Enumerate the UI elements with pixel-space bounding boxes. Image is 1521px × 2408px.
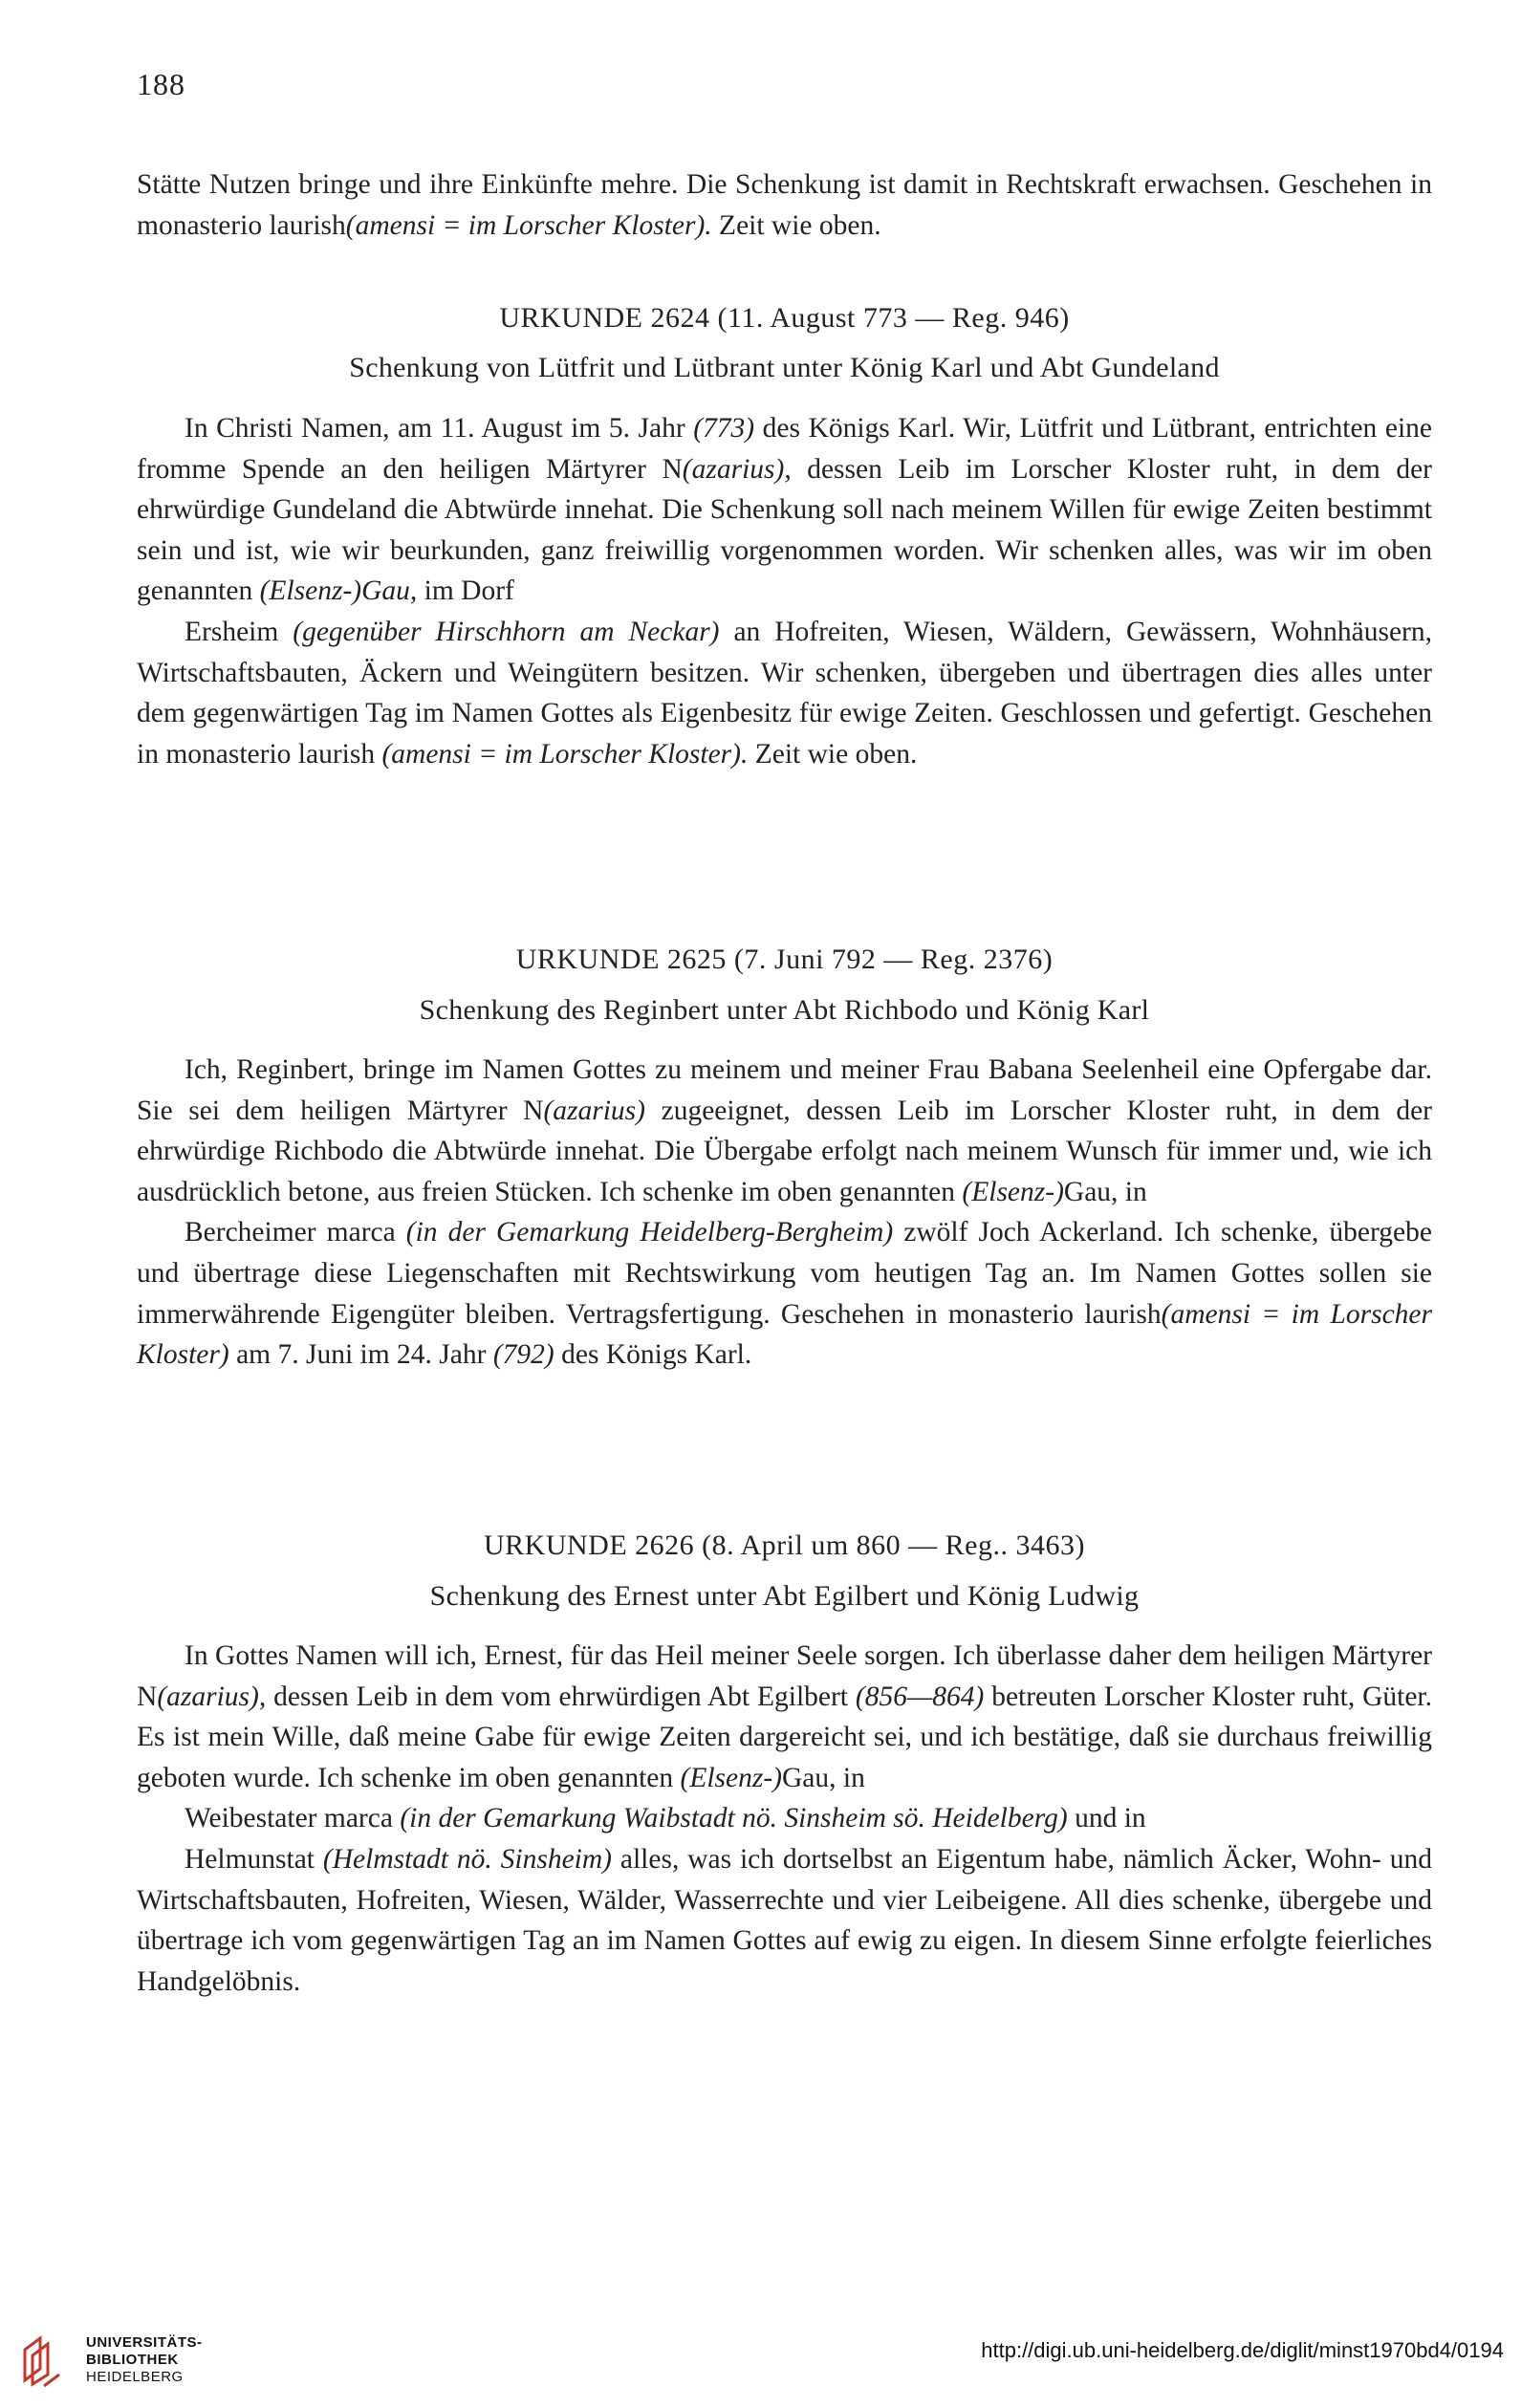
page-number: 188 <box>137 67 185 101</box>
ub-heidelberg-logo-icon <box>15 2332 73 2390</box>
urkunde-2624-body <box>137 408 1432 774</box>
urkunde-2624-paragraph-2: Ersheim (gegenüber Hirschhorn am Neckar) an Hofreiten, Wiesen, Wäldern, Gewässern, Wohnhäusern, Wirtschaftsbauten, Äckern und Weingütern besitzen. Wir schenken, übergeben und übertragen dies alles unter dem gegenwärtigen Tag im Namen Gottes als Eigenbesitz für ewige Zeiten. Geschlossen und gefertigt. Geschehen in monasterio laurish (amensi = im Lorscher Kloster). Zeit wie oben. <box>137 616 1432 770</box>
library-name: UNIVERSITÄTS- BIBLIOTHEK HEIDELBERG <box>86 2334 203 2385</box>
urkunde-2625-title: Schenkung des Reginbert unter Abt Richbodo und König Karl <box>419 994 1150 1026</box>
urkunde-2625-paragraph-2: Bercheimer marca (in der Gemarkung Heidelberg-Bergheim) zwölf Joch Ackerland. Ich schenke, übergebe und übertrage diese Liegenschaften mit Rechtswirkung vom heutigen Tag an. Im Namen Gottes sollen sie immerwährende Eigengüter bleiben. Vertragsfertigung. Geschehen in monasterio laurish(amensi = im Lorscher Kloster) am 7. Juni im 24. Jahr (792) des Königs Karl. <box>137 1217 1432 1371</box>
urkunde-2625-heading: URKUNDE 2625 (7. Juni 792 — Reg. 2376) <box>515 944 1054 975</box>
urkunde-2626-heading: URKUNDE 2626 (8. April um 860 — Reg.. 3463) <box>484 1529 1085 1561</box>
intro-paragraph: Stätte Nutzen bringe und ihre Einkünfte mehre. Die Schenkung ist damit in Rechtskraft erwachsen. Geschehen in monasterio laurish(amensi = im Lorscher Kloster). Zeit wie oben. <box>137 169 1432 241</box>
source-url-link[interactable]: http://digi.ub.uni-heidelberg.de/diglit/minst1970bd4/0194 <box>981 2338 1504 2362</box>
urkunde-2624-heading: URKUNDE 2624 (11. August 773 — Reg. 946) <box>499 302 1070 334</box>
urkunde-2626-paragraph-2: Weibestater marca (in der Gemarkung Waibstadt nö. Sinsheim sö. Heidelberg) und in <box>185 1803 1146 1834</box>
urkunde-2626-title: Schenkung des Ernest unter Abt Egilbert und König Ludwig <box>429 1580 1140 1612</box>
urkunde-2626-body <box>137 1636 1432 2002</box>
urkunde-2624-paragraph-1: In Christi Namen, am 11. August im 5. Jahr (773) des Königs Karl. Wir, Lütfrit und Lütbrant, entrichten eine fromme Spende an den heiligen Märtyrer N(azarius), dessen Leib im Lorscher Kloster ruht, in dem der ehrwürdige Gundeland die Abtwürde innehat. Die Schenkung soll nach meinem Willen für ewige Zeiten bestimmt sein und ist, wie wir beurkunden, ganz freiwillig vorgenommen worden. Wir schenken alles, was wir im oben genannten (Elsenz-)Gau, im Dorf <box>137 413 1432 607</box>
urkunde-2625-body <box>137 1050 1432 1376</box>
footer-bar <box>0 2313 1521 2408</box>
urkunde-2626-paragraph-3: Helmunstat (Helmstadt nö. Sinsheim) alles, was ich dortselbst an Eigentum habe, nämlich Äcker, Wohn- und Wirtschaftsbauten, Hofreiten, Wiesen, Wälder, Wasserrechte und vier Leibeigene. All dies schenke, übergebe und übertrage ich vom gegenwärtigen Tag an im Namen Gottes auf ewig zu eigen. In diesem Sinne erfolgte feierliches Handgelöbnis. <box>137 1843 1433 1997</box>
urkunde-2624-title: Schenkung von Lütfrit und Lütbrant unter König Karl und Abt Gundeland <box>349 352 1220 383</box>
urkunde-2625-paragraph-1: Ich, Reginbert, bringe im Namen Gottes zu meinem und meiner Frau Babana Seelenheil eine Opfergabe dar. Sie sei dem heiligen Märtyrer N(azarius) zugeeignet, dessen Leib im Lorscher Kloster ruht, in dem der ehrwürdige Richbodo die Abtwürde innehat. Die Übergabe erfolgt nach meinem Wunsch für immer und, wie ich ausdrücklich betone, aus freien Stücken. Ich schenke im oben genannten (Elsenz-)Gau, in <box>137 1054 1433 1207</box>
urkunde-2626-paragraph-1: In Gottes Namen will ich, Ernest, für das Heil meiner Seele sorgen. Ich überlasse daher dem heiligen Märtyrer N(azarius), dessen Leib in dem vom ehrwürdigen Abt Egilbert (856—864) betreuten Lorscher Kloster ruht, Güter. Es ist mein Wille, daß meine Gabe für ewige Zeiten dargereicht sei, und ich bestätige, daß sie durchaus freiwillig geboten wurde. Ich schenke im oben genannten (Elsenz-)Gau, in <box>137 1640 1433 1793</box>
